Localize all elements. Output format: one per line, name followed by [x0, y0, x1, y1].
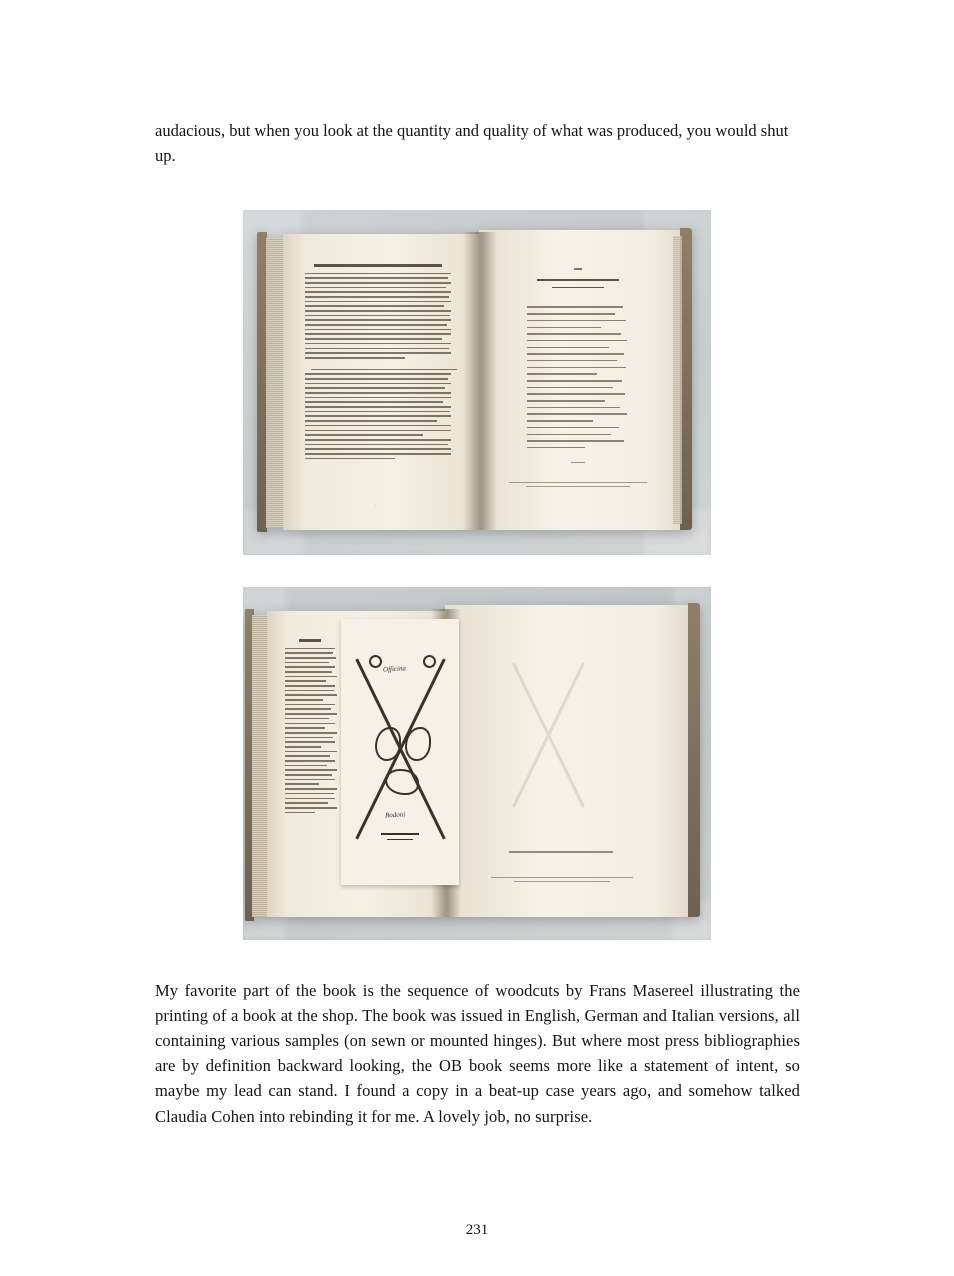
woodcut-illustration: [341, 619, 459, 885]
right-page-textblock: [527, 268, 629, 468]
right-page-caption: [509, 482, 649, 489]
paragraph-top: audacious, but when you look at the quantity and quality of what was produced, you would shut up.: [155, 121, 789, 166]
right-page-caption-2b: [491, 877, 633, 884]
photo-background: [243, 210, 711, 555]
woodcut-plate: [341, 619, 459, 885]
plate-script-top: Officina: [382, 664, 407, 674]
left-page-folio: ·: [375, 504, 377, 510]
right-page-caption-2: [509, 851, 613, 855]
right-page-heading: [537, 279, 619, 281]
photo-background-2: [243, 587, 711, 940]
left-page-textblock: [305, 264, 451, 462]
paragraph-bottom: My favorite part of the book is the sequence of woodcuts by Frans Masereel illustrating the printing of a book at the shop. The book was issued in English, German and Italian versions, all containing various samples (on sewn or mounted hinges). But where most press bibliographies are by definition backward looking, the OB book seems more like a statement of intent, so maybe my lead can stand. I found a copy in a beat-up case years ago, and somehow talked Claudia Cohen into rebinding it for me. A lovely job, no surprise.: [155, 981, 800, 1126]
left-page-textblock-2: [285, 639, 337, 816]
figure-open-book-woodcut: [243, 587, 711, 940]
plate-showthrough: [489, 645, 609, 825]
page-number: 231: [465, 1222, 489, 1238]
figure-open-book-text-spread: [243, 210, 711, 555]
open-book-2: [245, 599, 709, 929]
open-book: [257, 226, 699, 538]
plate-script-bottom: Bodoni: [384, 810, 406, 820]
page-content: [155, 118, 800, 1129]
left-page-heading: [314, 264, 442, 266]
